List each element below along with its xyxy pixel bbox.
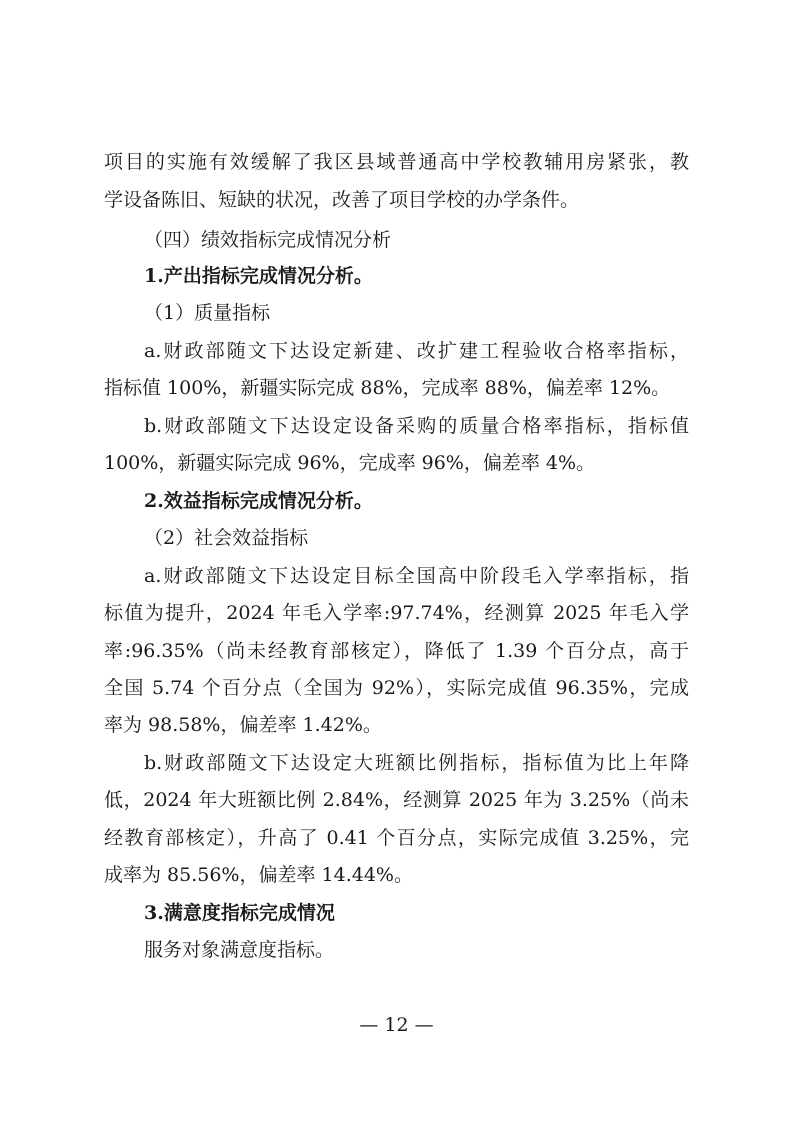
body-text-line: 成率为 85.56%，偏差率 14.44%。 xyxy=(104,864,413,886)
indicator-heading: （2）社会效益指标 xyxy=(144,527,309,549)
body-text-line: 全国 5.74 个百分点（全国为 92%），实际完成值 96.35%，完成 xyxy=(104,677,689,699)
body-text-line: 率为 98.58%，偏差率 1.42%。 xyxy=(104,714,382,736)
section-heading: （四）绩效指标完成情况分析 xyxy=(144,229,392,251)
body-text-line: a.财政部随文下达设定目标全国高中阶段毛入学率指标，指 xyxy=(144,565,689,587)
body-text-line: 经教育部核定），升高了 0.41 个百分点，实际完成值 3.25%，完 xyxy=(104,827,689,849)
body-text-line: 100%，新疆实际完成 96%，完成率 96%，偏差率 4%。 xyxy=(104,452,596,474)
body-text-line: 低，2024 年大班额比例 2.84%，经测算 2025 年为 3.25%（尚未 xyxy=(104,789,689,811)
subsection-heading: 3.满意度指标完成情况 xyxy=(144,902,335,924)
body-text-line: a.财政部随文下达设定新建、改扩建工程验收合格率指标， xyxy=(144,340,689,362)
body-text-line: b.财政部随文下达设定大班额比例指标，指标值为比上年降 xyxy=(144,752,689,774)
page-number: — 12 — xyxy=(359,1014,434,1036)
body-text-line: 项目的实施有效缓解了我区县域普通高中学校教辅用房紧张，教 xyxy=(104,151,689,173)
body-text-line: 指标值 100%，新疆实际完成 88%，完成率 88%，偏差率 12%。 xyxy=(104,377,671,399)
body-text-line: 服务对象满意度指标。 xyxy=(144,939,335,961)
body-text-line: 率:96.35%（尚未经教育部核定），降低了 1.39 个百分点，高于 xyxy=(104,640,689,662)
body-text-line: 学设备陈旧、短缺的状况，改善了项目学校的办学条件。 xyxy=(104,189,580,211)
body-text-line: 标值为提升，2024 年毛入学率:97.74%，经测算 2025 年毛入学 xyxy=(104,602,689,624)
indicator-heading: （1）质量指标 xyxy=(144,302,271,324)
subsection-heading: 2.效益指标完成情况分析。 xyxy=(144,490,373,512)
subsection-heading: 1.产出指标完成情况分析。 xyxy=(144,265,373,287)
body-text-line: b.财政部随文下达设定设备采购的质量合格率指标，指标值 xyxy=(144,415,689,437)
